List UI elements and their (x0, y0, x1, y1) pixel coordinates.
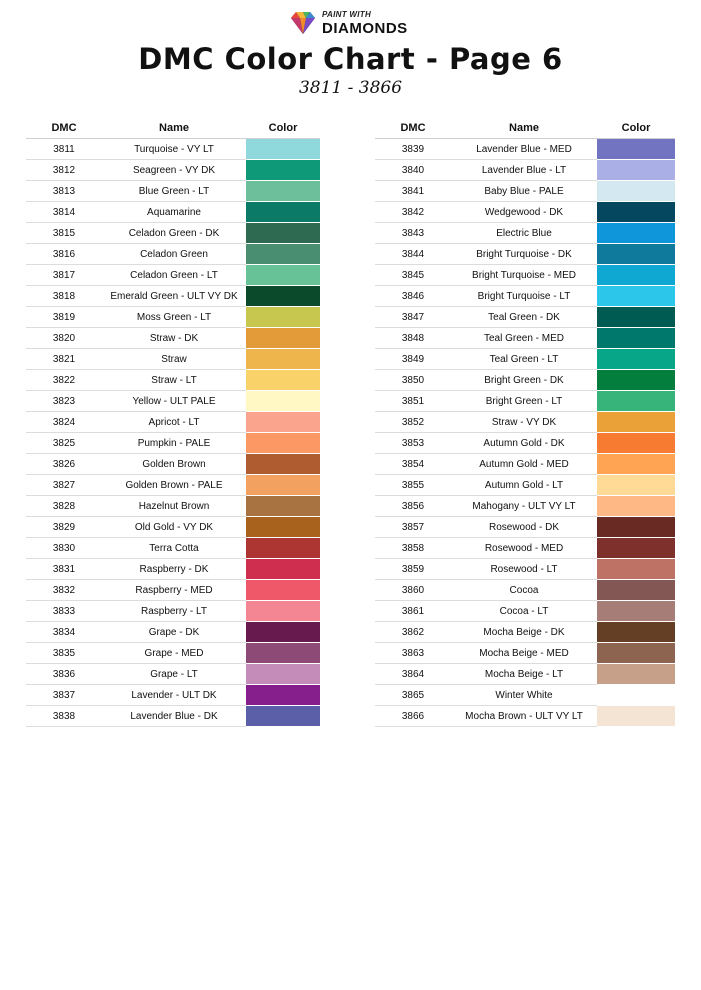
table-row (26, 370, 320, 391)
color-swatch (597, 559, 675, 580)
color-name: Golden Brown (102, 454, 246, 475)
page-title: DMC Color Chart - Page 6 (138, 42, 563, 76)
dmc-code: 3862 (375, 622, 451, 643)
dmc-code: 3847 (375, 307, 451, 328)
dmc-code: 3814 (26, 202, 102, 223)
dmc-code: 3812 (26, 160, 102, 181)
dmc-code: 3853 (375, 433, 451, 454)
color-name: Lavender - ULT DK (102, 685, 246, 706)
color-swatch (597, 622, 675, 643)
table-row (375, 391, 675, 412)
color-name: Old Gold - VY DK (102, 517, 246, 538)
table-row (26, 307, 320, 328)
color-name: Terra Cotta (102, 538, 246, 559)
dmc-code: 3859 (375, 559, 451, 580)
page-subtitle: 3811 - 3866 (298, 78, 403, 98)
table-row (375, 580, 675, 601)
color-swatch (246, 475, 320, 496)
table-body-right (375, 139, 675, 727)
table-row (26, 223, 320, 244)
dmc-code: 3851 (375, 391, 451, 412)
table-row (375, 202, 675, 223)
color-swatch (246, 454, 320, 475)
table-row (375, 496, 675, 517)
dmc-code: 3848 (375, 328, 451, 349)
color-swatch (597, 370, 675, 391)
dmc-code: 3863 (375, 643, 451, 664)
logo-brand: DIAMONDS (322, 20, 408, 37)
table-row (26, 496, 320, 517)
table-row (375, 454, 675, 475)
dmc-code: 3818 (26, 286, 102, 307)
color-name: Cocoa (451, 580, 597, 601)
table-row (26, 475, 320, 496)
dmc-code: 3830 (26, 538, 102, 559)
table-row (375, 370, 675, 391)
dmc-code: 3828 (26, 496, 102, 517)
color-name: Grape - DK (102, 622, 246, 643)
dmc-code: 3846 (375, 286, 451, 307)
color-name: Electric Blue (451, 223, 597, 244)
color-name: Lavender Blue - DK (102, 706, 246, 727)
color-name: Teal Green - DK (451, 307, 597, 328)
color-swatch (597, 601, 675, 622)
dmc-code: 3852 (375, 412, 451, 433)
color-name: Apricot - LT (102, 412, 246, 433)
color-swatch (246, 391, 320, 412)
dmc-code: 3842 (375, 202, 451, 223)
table-row (375, 475, 675, 496)
color-swatch (597, 475, 675, 496)
table-row (375, 160, 675, 181)
color-swatch (246, 622, 320, 643)
dmc-code: 3839 (375, 139, 451, 160)
dmc-code: 3838 (26, 706, 102, 727)
color-name: Celadon Green - DK (102, 223, 246, 244)
table-row (26, 433, 320, 454)
color-swatch (246, 580, 320, 601)
color-name: Baby Blue - PALE (451, 181, 597, 202)
table-row (375, 559, 675, 580)
dmc-code: 3817 (26, 265, 102, 286)
table-row (26, 265, 320, 286)
color-name: Lavender Blue - MED (451, 139, 597, 160)
color-swatch (246, 496, 320, 517)
color-swatch (597, 223, 675, 244)
dmc-code: 3861 (375, 601, 451, 622)
color-swatch (597, 412, 675, 433)
color-name: Wedgewood - DK (451, 202, 597, 223)
color-name: Mahogany - ULT VY LT (451, 496, 597, 517)
dmc-code: 3821 (26, 349, 102, 370)
dmc-code: 3813 (26, 181, 102, 202)
color-name: Mocha Beige - MED (451, 643, 597, 664)
dmc-code: 3856 (375, 496, 451, 517)
table-row (26, 391, 320, 412)
table-row (26, 202, 320, 223)
dmc-code: 3841 (375, 181, 451, 202)
dmc-code: 3832 (26, 580, 102, 601)
color-swatch (246, 433, 320, 454)
color-swatch (597, 664, 675, 685)
dmc-code: 3858 (375, 538, 451, 559)
table-row (375, 664, 675, 685)
color-name: Aquamarine (102, 202, 246, 223)
color-name: Mocha Beige - DK (451, 622, 597, 643)
color-name: Raspberry - DK (102, 559, 246, 580)
dmc-code: 3811 (26, 139, 102, 160)
color-swatch (597, 517, 675, 538)
column-header-dmc: DMC (375, 118, 451, 139)
color-swatch (246, 412, 320, 433)
color-swatch (597, 706, 675, 727)
dmc-code: 3822 (26, 370, 102, 391)
color-swatch (597, 391, 675, 412)
dmc-code: 3824 (26, 412, 102, 433)
color-name: Straw - DK (102, 328, 246, 349)
color-swatch (246, 706, 320, 727)
color-name: Celadon Green - LT (102, 265, 246, 286)
logo (288, 8, 418, 40)
color-swatch (246, 664, 320, 685)
table-row (375, 307, 675, 328)
table-row (375, 622, 675, 643)
color-name: Rosewood - MED (451, 538, 597, 559)
color-name: Teal Green - MED (451, 328, 597, 349)
color-name: Raspberry - MED (102, 580, 246, 601)
color-name: Moss Green - LT (102, 307, 246, 328)
color-swatch (597, 160, 675, 181)
color-swatch (597, 307, 675, 328)
color-name: Lavender Blue - LT (451, 160, 597, 181)
table-row (375, 538, 675, 559)
color-name: Turquoise - VY LT (102, 139, 246, 160)
color-swatch (597, 202, 675, 223)
color-swatch (246, 643, 320, 664)
column-header-name: Name (451, 118, 597, 139)
table-row (26, 580, 320, 601)
dmc-code: 3865 (375, 685, 451, 706)
dmc-code: 3866 (375, 706, 451, 727)
table-row (26, 643, 320, 664)
color-name: Seagreen - VY DK (102, 160, 246, 181)
table-row (375, 517, 675, 538)
table-row (375, 244, 675, 265)
table-row (375, 181, 675, 202)
color-name: Straw - LT (102, 370, 246, 391)
table-row (375, 328, 675, 349)
dmc-code: 3845 (375, 265, 451, 286)
color-name: Grape - MED (102, 643, 246, 664)
table-header-row (26, 118, 320, 139)
color-swatch (246, 202, 320, 223)
color-name: Bright Turquoise - MED (451, 265, 597, 286)
column-header-color: Color (597, 118, 675, 139)
color-name: Straw - VY DK (451, 412, 597, 433)
table-row (26, 706, 320, 727)
color-swatch (597, 433, 675, 454)
color-name: Emerald Green - ULT VY DK (102, 286, 246, 307)
color-swatch (597, 349, 675, 370)
table-row (26, 349, 320, 370)
dmc-code: 3840 (375, 160, 451, 181)
color-swatch (246, 307, 320, 328)
color-swatch (246, 139, 320, 160)
color-name: Raspberry - LT (102, 601, 246, 622)
color-name: Pumpkin - PALE (102, 433, 246, 454)
color-swatch (597, 181, 675, 202)
dmc-code: 3833 (26, 601, 102, 622)
color-swatch (597, 685, 675, 706)
color-swatch (597, 643, 675, 664)
dmc-code: 3819 (26, 307, 102, 328)
color-swatch (246, 517, 320, 538)
dmc-code: 3850 (375, 370, 451, 391)
color-swatch (597, 580, 675, 601)
table-row (375, 706, 675, 727)
color-swatch (246, 223, 320, 244)
dmc-code: 3860 (375, 580, 451, 601)
dmc-code: 3857 (375, 517, 451, 538)
table-row (375, 433, 675, 454)
dmc-code: 3837 (26, 685, 102, 706)
color-name: Rosewood - DK (451, 517, 597, 538)
dmc-code: 3855 (375, 475, 451, 496)
color-table-right (375, 118, 675, 727)
table-row (375, 685, 675, 706)
dmc-code: 3823 (26, 391, 102, 412)
diamond-logo-icon (288, 10, 318, 36)
table-row (375, 412, 675, 433)
color-swatch (246, 286, 320, 307)
color-name: Autumn Gold - MED (451, 454, 597, 475)
color-swatch (246, 370, 320, 391)
color-swatch (597, 286, 675, 307)
column-header-name: Name (102, 118, 246, 139)
color-name: Bright Turquoise - DK (451, 244, 597, 265)
color-swatch (246, 265, 320, 286)
color-name: Mocha Brown - ULT VY LT (451, 706, 597, 727)
column-header-color: Color (246, 118, 320, 139)
color-name: Autumn Gold - DK (451, 433, 597, 454)
color-name: Winter White (451, 685, 597, 706)
color-name: Celadon Green (102, 244, 246, 265)
table-row (26, 139, 320, 160)
dmc-code: 3816 (26, 244, 102, 265)
table-row (26, 601, 320, 622)
color-swatch (246, 349, 320, 370)
color-name: Mocha Beige - LT (451, 664, 597, 685)
color-swatch (246, 538, 320, 559)
dmc-code: 3849 (375, 349, 451, 370)
table-row (375, 223, 675, 244)
dmc-code: 3835 (26, 643, 102, 664)
dmc-code: 3829 (26, 517, 102, 538)
table-row (26, 622, 320, 643)
color-swatch (246, 601, 320, 622)
color-table-left (26, 118, 320, 727)
color-swatch (246, 328, 320, 349)
column-header-dmc: DMC (26, 118, 102, 139)
table-row (375, 286, 675, 307)
color-swatch (246, 160, 320, 181)
color-swatch (597, 244, 675, 265)
color-swatch (597, 139, 675, 160)
table-row (26, 454, 320, 475)
color-name: Blue Green - LT (102, 181, 246, 202)
dmc-code: 3815 (26, 223, 102, 244)
color-name: Cocoa - LT (451, 601, 597, 622)
color-name: Rosewood - LT (451, 559, 597, 580)
color-swatch (597, 265, 675, 286)
color-swatch (246, 685, 320, 706)
table-row (26, 181, 320, 202)
color-swatch (597, 454, 675, 475)
color-name: Bright Turquoise - LT (451, 286, 597, 307)
table-row (375, 265, 675, 286)
table-row (375, 139, 675, 160)
color-name: Hazelnut Brown (102, 496, 246, 517)
table-row (26, 664, 320, 685)
table-row (26, 328, 320, 349)
color-name: Straw (102, 349, 246, 370)
dmc-code: 3820 (26, 328, 102, 349)
color-swatch (597, 538, 675, 559)
table-body-left (26, 139, 320, 727)
dmc-code: 3825 (26, 433, 102, 454)
dmc-code: 3854 (375, 454, 451, 475)
color-swatch (246, 559, 320, 580)
table-row (375, 601, 675, 622)
dmc-code: 3831 (26, 559, 102, 580)
color-name: Golden Brown - PALE (102, 475, 246, 496)
color-swatch (597, 496, 675, 517)
table-row (26, 286, 320, 307)
color-name: Bright Green - LT (451, 391, 597, 412)
color-name: Autumn Gold - LT (451, 475, 597, 496)
logo-tagline: PAINT WITH (322, 10, 372, 19)
table-header-row (375, 118, 675, 139)
color-name: Teal Green - LT (451, 349, 597, 370)
table-row (26, 538, 320, 559)
dmc-code: 3836 (26, 664, 102, 685)
table-row (26, 685, 320, 706)
table-row (26, 559, 320, 580)
dmc-code: 3827 (26, 475, 102, 496)
table-row (26, 244, 320, 265)
dmc-code: 3864 (375, 664, 451, 685)
table-row (26, 160, 320, 181)
table-row (26, 517, 320, 538)
color-swatch (246, 181, 320, 202)
color-swatch (597, 328, 675, 349)
dmc-code: 3826 (26, 454, 102, 475)
color-name: Yellow - ULT PALE (102, 391, 246, 412)
dmc-code: 3844 (375, 244, 451, 265)
color-swatch (246, 244, 320, 265)
table-row (26, 412, 320, 433)
color-name: Bright Green - DK (451, 370, 597, 391)
table-row (375, 349, 675, 370)
dmc-code: 3834 (26, 622, 102, 643)
table-row (375, 643, 675, 664)
color-name: Grape - LT (102, 664, 246, 685)
dmc-code: 3843 (375, 223, 451, 244)
